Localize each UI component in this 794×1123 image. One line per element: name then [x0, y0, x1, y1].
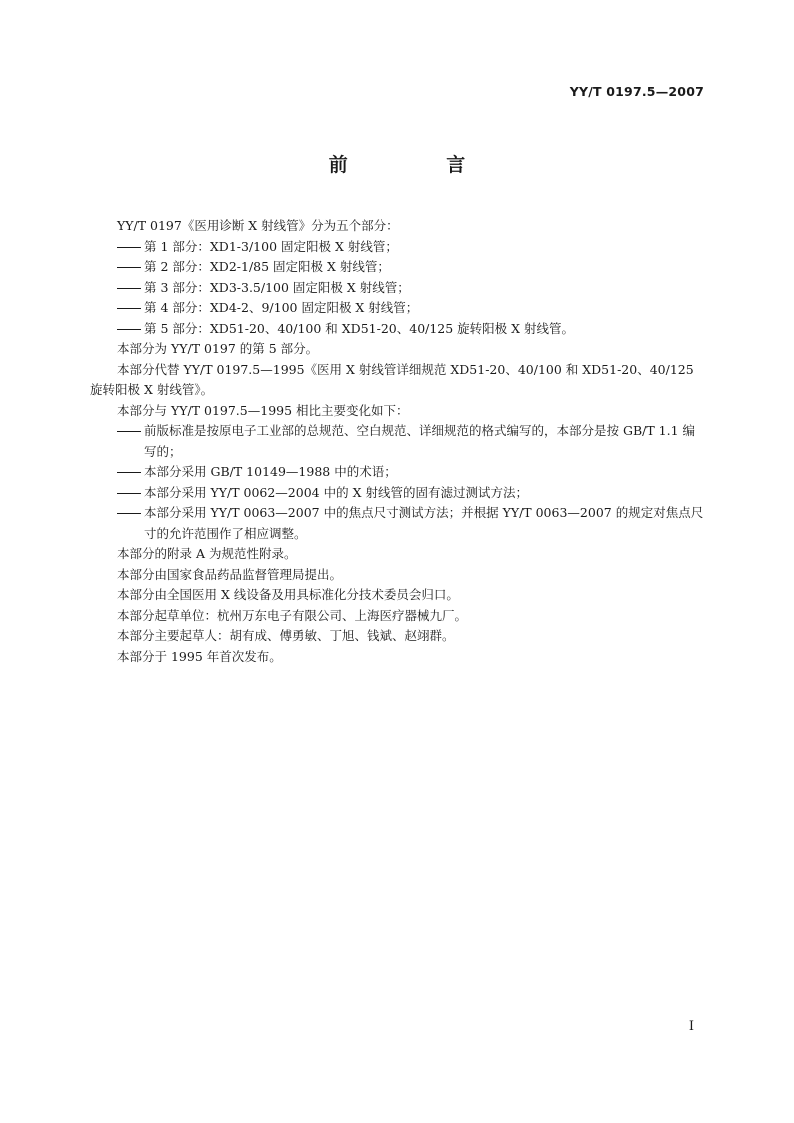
standard-code: YY/T 0197.5—2007 — [569, 84, 704, 99]
foreword-paragraph: 本部分为 YY/T 0197 的第 5 部分。 — [117, 341, 319, 356]
change-list-item: 前版标准是按原电子工业部的总规范、空白规范、详细规范的格式编写的，本部分是按 GB/T 1.1 编写的； — [144, 423, 696, 459]
change-list-item: 本部分采用 YY/T 0062—2004 中的 X 射线管的固有滤过测试方法； — [144, 484, 528, 500]
part-list-item: 第 3 部分：XD3-3.5/100 固定阳极 X 射线管； — [144, 279, 410, 295]
foreword-paragraph: 本部分由国家食品药品监督管理局提出。 — [117, 566, 343, 582]
foreword-paragraph: 本部分的附录 A 为规范性附录。 — [117, 546, 297, 561]
foreword-paragraph: 本部分代替 YY/T 0197.5—1995《医用 X 射线管详细规范 XD51-20、40/100 和 XD51-20、40/125 旋转阳极 X 射线管》。 — [90, 361, 694, 397]
foreword-paragraph: 本部分与 YY/T 0197.5—1995 相比主要变化如下： — [117, 402, 409, 418]
foreword-body — [90, 216, 706, 667]
foreword-paragraph: 本部分于 1995 年首次发布。 — [117, 648, 282, 664]
change-list-item: 本部分采用 GB/T 10149—1988 中的术语； — [144, 464, 397, 479]
foreword-paragraph: YY/T 0197《医用诊断 X 射线管》分为五个部分： — [117, 218, 399, 233]
part-list-item: 第 4 部分：XD4-2、9/100 固定阳极 X 射线管； — [144, 300, 419, 315]
part-list-item: 第 5 部分：XD51-20、40/100 和 XD51-20、40/125 旋转阳极 X 射线管。 — [144, 320, 575, 336]
foreword-paragraph: 本部分由全国医用 X 线设备及用具标准化分技术委员会归口。 — [117, 587, 459, 602]
page-title: 前 言 — [328, 154, 512, 176]
part-list-item: 第 1 部分：XD1-3/100 固定阳极 X 射线管； — [144, 238, 398, 254]
change-list-item: 本部分采用 YY/T 0063—2007 中的焦点尺寸测试方法；并根据 YY/T 0063—2007 的规定对焦点尺寸的允许范围作了相应调整。 — [144, 505, 704, 541]
part-list-item: 第 2 部分：XD2-1/85 固定阳极 X 射线管； — [144, 259, 390, 274]
foreword-paragraph: 本部分主要起草人：胡有成、傅勇敏、丁旭、钱斌、赵翊群。 — [117, 628, 455, 643]
foreword-paragraph: 本部分起草单位：杭州万东电子有限公司、上海医疗器械九厂。 — [117, 607, 468, 623]
page-number: I — [688, 1019, 694, 1034]
